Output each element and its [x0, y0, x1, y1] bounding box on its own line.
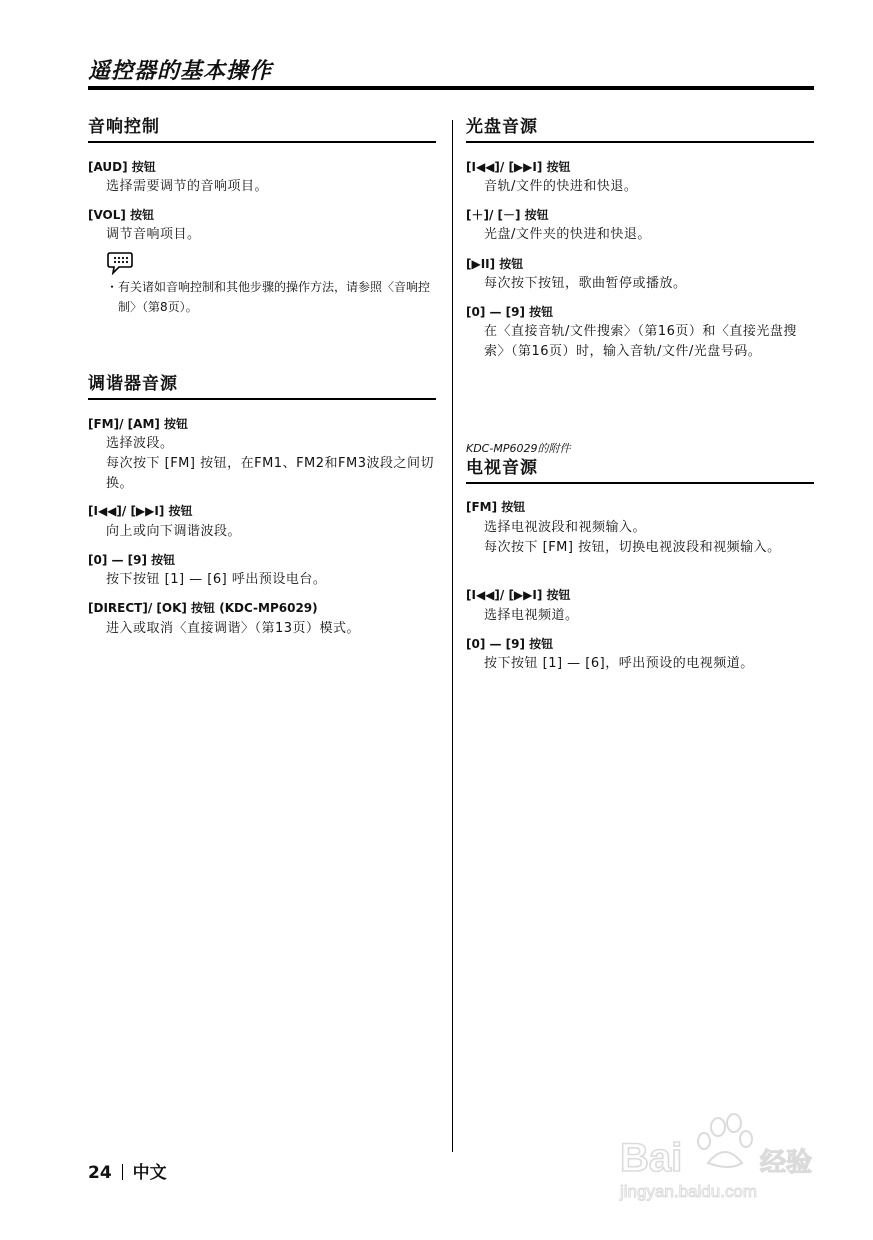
fm-am-desc-2: 每次按下 [FM] 按钮，在FM1、FM2和FM3波段之间切换。 [106, 456, 434, 491]
svg-text:经验: 经验 [760, 1148, 813, 1178]
aud-button-desc: 选择需要调节的音响项目。 [106, 179, 269, 194]
footer-language: 中文 [132, 1163, 167, 1183]
disc-number-button-label: [0] — [9] 按钮 [466, 305, 554, 319]
seek-button-label: [I◀◀]/ [▶▶I] 按钮 [88, 504, 193, 518]
disc-number-button-desc: 在〈直接音轨/文件搜索〉（第16页）和〈直接光盘搜索〉（第16页）时，输入音轨/文件/光盘号码。 [484, 324, 797, 359]
section-title-tv: 电视音源 [466, 457, 814, 484]
note-icon [106, 250, 134, 276]
tv-seek-button-label: [I◀◀]/ [▶▶I] 按钮 [466, 588, 571, 602]
svg-text:jingyan.baidu.com: jingyan.baidu.com [620, 1182, 758, 1201]
section-title-tuner: 调谐器音源 [88, 373, 436, 400]
svg-text:Bai: Bai [620, 1136, 683, 1180]
section-title-disc: 光盘音源 [466, 116, 814, 143]
number-button-label: [0] — [9] 按钮 [88, 553, 176, 567]
tv-fm-button-label: [FM] 按钮 [466, 500, 526, 514]
tv-seek-button-desc: 选择电视频道。 [484, 608, 579, 623]
tv-number-button-desc: 按下按钮 [1] — [6]，呼出预设的电视频道。 [484, 656, 754, 671]
note-text: ・有关诸如音响控制和其他步骤的操作方法，请参照〈音响控制〉（第8页）。 [106, 280, 431, 314]
tv-number-button-label: [0] — [9] 按钮 [466, 637, 554, 651]
tv-fm-desc-1: 选择电视波段和视频输入。 [484, 520, 647, 535]
seek-button-desc: 向上或向下调谐波段。 [106, 524, 242, 539]
direct-ok-button-label: [DIRECT]/ [OK] 按钮 (KDC-MP6029) [88, 601, 318, 615]
section-title-audio: 音响控制 [88, 116, 436, 143]
fm-am-desc-1: 选择波段。 [106, 436, 174, 451]
fm-am-button-label: [FM]/ [AM] 按钮 [88, 417, 189, 431]
footer-separator [122, 1164, 123, 1180]
disc-seek-button-desc: 音轨/文件的快进和快退。 [484, 179, 638, 194]
page-footer [88, 1158, 167, 1183]
plus-minus-button-label: [＋]/ [－] 按钮 [466, 208, 549, 222]
page-number: 24 [88, 1163, 112, 1183]
tv-fm-desc-2: 每次按下 [FM] 按钮，切换电视波段和视频输入。 [484, 540, 781, 555]
disc-seek-button-label: [I◀◀]/ [▶▶I] 按钮 [466, 160, 571, 174]
baidu-watermark-logo [600, 1105, 830, 1205]
aud-button-label: [AUD] 按钮 [88, 160, 156, 174]
play-pause-button-label: [▶II] 按钮 [466, 257, 524, 271]
vol-button-label: [VOL] 按钮 [88, 208, 155, 222]
model-note: KDC-MP6029的附件 [466, 442, 571, 455]
plus-minus-button-desc: 光盘/文件夹的快进和快退。 [484, 227, 651, 242]
direct-ok-button-desc: 进入或取消〈直接调谐〉（第13页）模式。 [106, 621, 361, 636]
title-rule [88, 86, 814, 90]
column-divider [452, 120, 453, 1152]
page-title: 遥控器的基本操作 [88, 59, 273, 84]
play-pause-button-desc: 每次按下按钮，歌曲暂停或播放。 [484, 276, 687, 291]
number-button-desc: 按下按钮 [1] — [6] 呼出预设电台。 [106, 572, 327, 587]
vol-button-desc: 调节音响项目。 [106, 227, 201, 242]
